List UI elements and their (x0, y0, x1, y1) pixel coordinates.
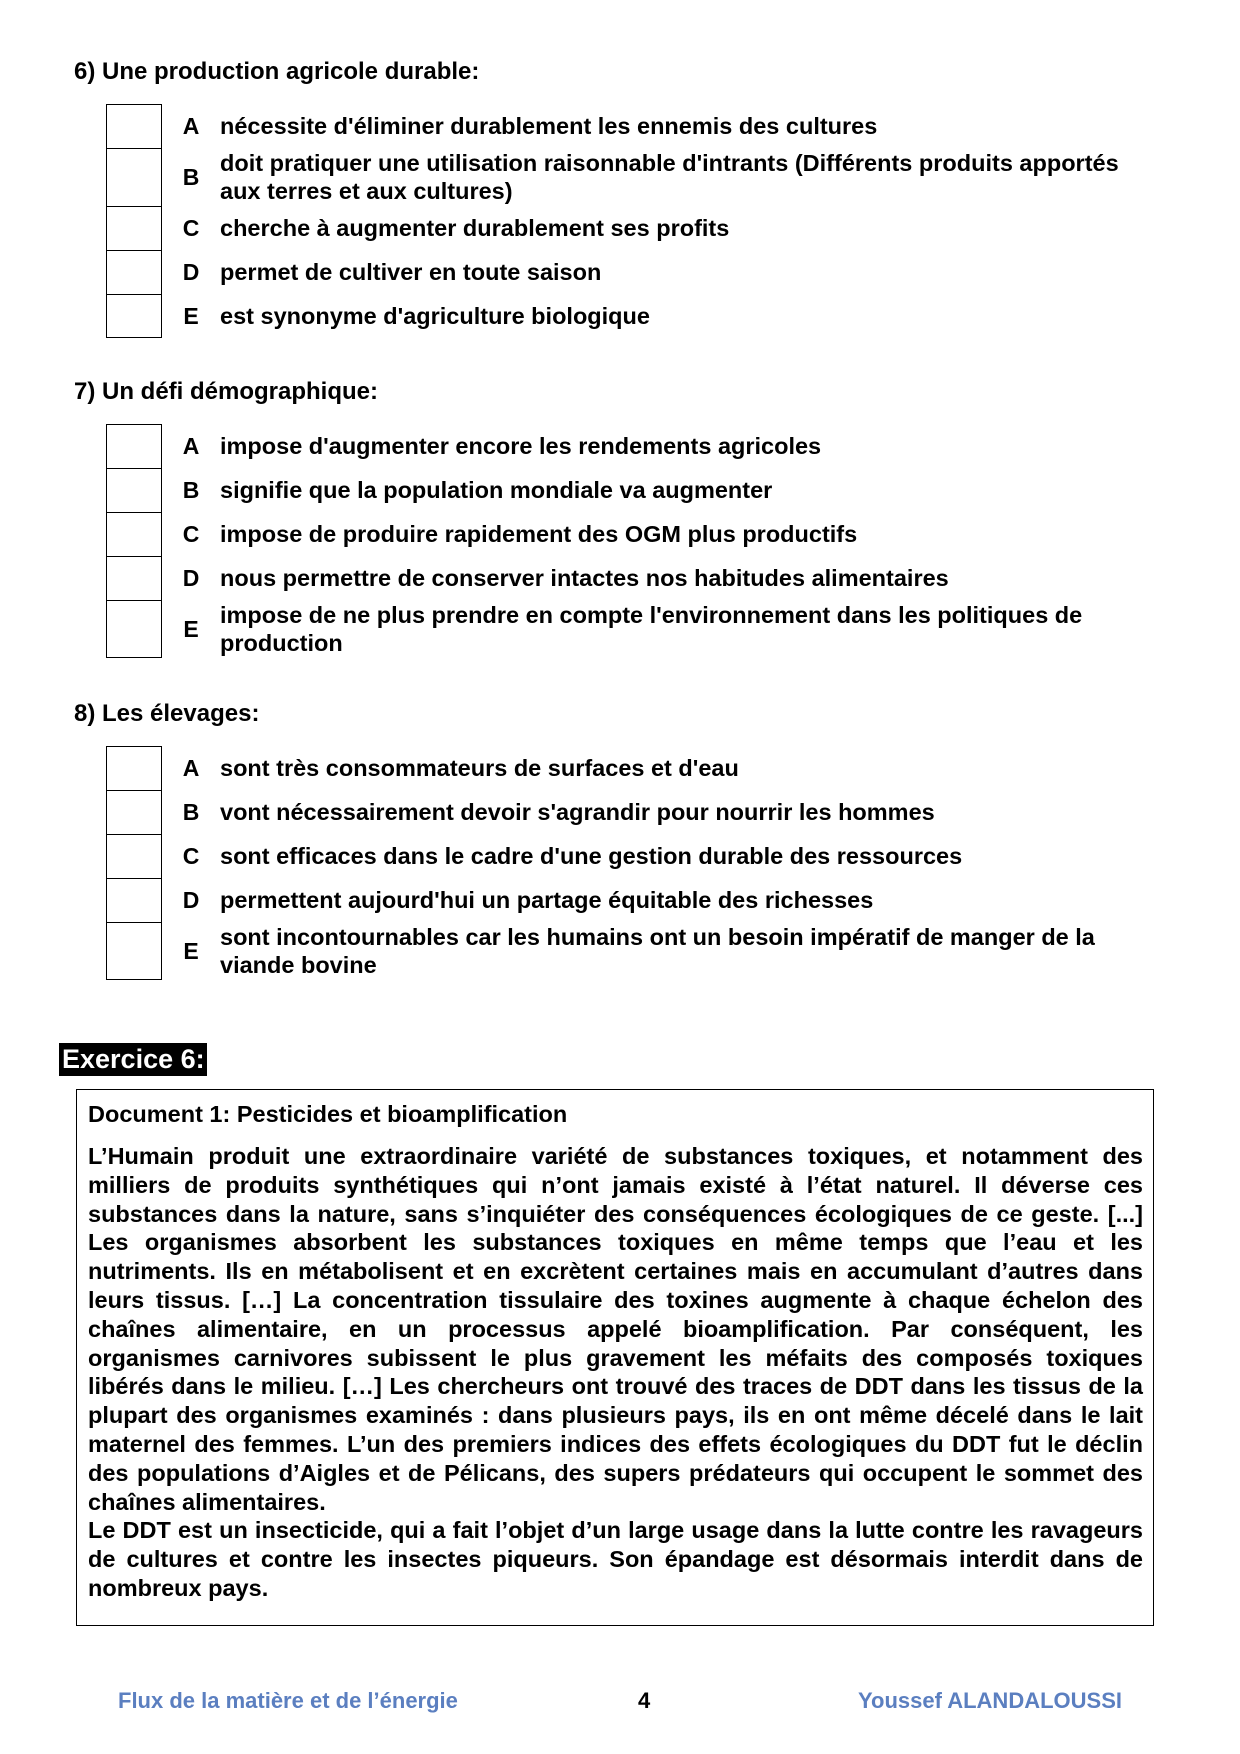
document-paragraph: L’Humain produit une extraordinaire variété de substances toxiques, et notamment des milliers de produits synthétiques qui n’ont jamais existé à l’état naturel. Il déverse ces substances dans la nature, sans s’inquiéter des conséquences écologiques de ce geste. [...] Les organismes absorbent les substances toxiques en même temps que l’eau et les nutriments. Ils en métabolisent et en excrètent certaines mais en accumulant d’autres dans leurs tissus. […] La concentration tissulaire des toxines augmente à chaque échelon des chaînes alimentaire, en un processus appelé bioamplification. Par conséquent, les organismes carnivores subissent le plus gravement les méfaits des composés toxiques libérés dans le milieu. […] Les chercheurs ont trouvé des traces de DDT dans les tissus de la plupart des organismes examinés : dans plusieurs pays, ils en ont même décelé dans le lait maternel des femmes. L’un des premiers indices des effets écologiques du DDT fut le déclin des populations d’Aigles et de Pélicans, des supers prédateurs qui occupent le sommet des chaînes alimentaires. (88, 1143, 1143, 1515)
answer-checkbox[interactable] (106, 746, 162, 790)
option-text: impose de produire rapidement des OGM plus productifs (220, 521, 858, 547)
page-footer (0, 1688, 1240, 1718)
page-number: 4 (638, 1688, 651, 1713)
answer-checkbox[interactable] (106, 294, 162, 338)
option-letter: E (183, 302, 199, 329)
option-text: sont très consommateurs de surfaces et d'eau (220, 755, 739, 781)
answer-checkbox[interactable] (106, 556, 162, 600)
option-text: doit pratiquer une utilisation raisonnable d'intrants (Différents produits apportés aux terres et aux cultures) (220, 150, 1119, 204)
document-paragraph: Le DDT est un insecticide, qui a fait l’objet d’un large usage dans la lutte contre les ravageurs de cultures et contre les insectes piqueurs. Son épandage est désormais interdit dans de nombreux pays. (88, 1517, 1143, 1601)
option-row (106, 600, 1154, 658)
option-text: permet de cultiver en toute saison (220, 259, 602, 285)
answer-checkbox[interactable] (106, 922, 162, 980)
options-list (74, 746, 1154, 980)
option-letter: B (182, 163, 200, 190)
option-letter: C (182, 214, 200, 241)
option-letter: D (182, 258, 200, 285)
option-row (106, 148, 1154, 206)
option-row (106, 104, 1154, 148)
option-letter: A (182, 754, 200, 781)
answer-checkbox[interactable] (106, 206, 162, 250)
answer-checkbox[interactable] (106, 250, 162, 294)
question-6 (74, 58, 1154, 338)
answer-checkbox[interactable] (106, 512, 162, 556)
answer-checkbox[interactable] (106, 834, 162, 878)
footer-course-title: Flux de la matière et de l’énergie (118, 1688, 458, 1713)
exercise-title: Exercice 6: (59, 1043, 207, 1076)
option-text: est synonyme d'agriculture biologique (220, 303, 650, 329)
option-row (106, 294, 1154, 338)
option-letter: A (182, 112, 200, 139)
option-letter: E (183, 615, 199, 642)
option-row (106, 468, 1154, 512)
option-letter: C (182, 842, 200, 869)
document-box (76, 1089, 1154, 1626)
answer-checkbox[interactable] (106, 104, 162, 148)
option-row (106, 250, 1154, 294)
option-text: nous permettre de conserver intactes nos habitudes alimentaires (220, 565, 949, 591)
option-letter: D (182, 564, 200, 591)
option-row (106, 878, 1154, 922)
option-text: sont incontournables car les humains ont un besoin impératif de manger de la viande bovine (220, 924, 1095, 978)
option-row (106, 790, 1154, 834)
question-7 (74, 378, 1154, 658)
option-letter: E (183, 937, 199, 964)
answer-checkbox[interactable] (106, 878, 162, 922)
answer-checkbox[interactable] (106, 468, 162, 512)
option-letter: A (182, 432, 200, 459)
option-row (106, 746, 1154, 790)
answer-checkbox[interactable] (106, 790, 162, 834)
option-text: signifie que la population mondiale va augmenter (220, 477, 773, 503)
option-text: impose de ne plus prendre en compte l'environnement dans les politiques de production (220, 602, 1083, 656)
option-row (106, 922, 1154, 980)
option-text: cherche à augmenter durablement ses profits (220, 215, 730, 241)
option-text: nécessite d'éliminer durablement les ennemis des cultures (220, 113, 878, 139)
option-letter: B (182, 476, 200, 503)
option-letter: C (182, 520, 200, 547)
answer-checkbox[interactable] (106, 148, 162, 206)
answer-checkbox[interactable] (106, 424, 162, 468)
option-text: impose d'augmenter encore les rendements agricoles (220, 433, 822, 459)
footer-author: Youssef ALANDALOUSSI (857, 1688, 1122, 1713)
document-title: Document 1: Pesticides et bioamplification (88, 1101, 568, 1127)
option-row (106, 424, 1154, 468)
question-title: 7) Un défi démographique: (74, 378, 379, 405)
option-text: permettent aujourd'hui un partage équitable des richesses (220, 887, 874, 913)
option-row (106, 512, 1154, 556)
option-row (106, 556, 1154, 600)
question-8 (74, 700, 1154, 980)
option-letter: B (182, 798, 200, 825)
question-title: 6) Une production agricole durable: (74, 58, 480, 85)
answer-checkbox[interactable] (106, 600, 162, 658)
option-row (106, 206, 1154, 250)
options-list (74, 104, 1154, 338)
option-letter: D (182, 886, 200, 913)
document-body (88, 1142, 1143, 1603)
options-list (74, 424, 1154, 658)
option-row (106, 834, 1154, 878)
option-text: sont efficaces dans le cadre d'une gestion durable des ressources (220, 843, 963, 869)
option-text: vont nécessairement devoir s'agrandir pour nourrir les hommes (220, 799, 935, 825)
question-title: 8) Les élevages: (74, 700, 260, 727)
